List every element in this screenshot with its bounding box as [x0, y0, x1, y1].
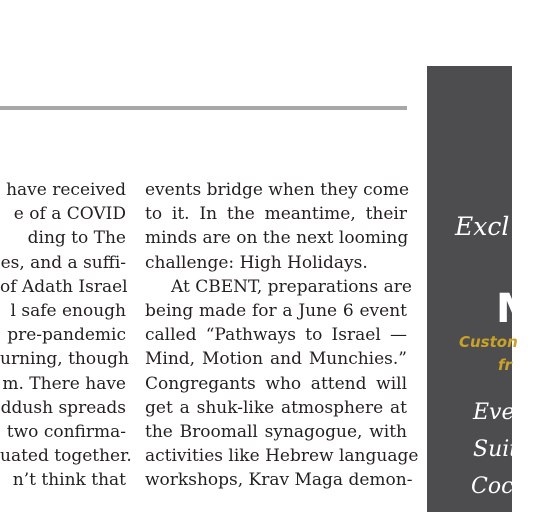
- article-line: of Adath Israel: [0, 276, 128, 297]
- article-line: l safe enough: [10, 300, 126, 321]
- article-line: the Broomall synagogue, with: [145, 421, 407, 442]
- article-line: uated together.: [0, 446, 132, 467]
- article-line: activities like Hebrew language: [145, 446, 419, 467]
- article-column-left: [0, 178, 132, 492]
- ad-headline: Excl: [455, 212, 510, 241]
- article-line: two confirma-: [6, 421, 126, 442]
- advertisement-panel: [427, 66, 536, 512]
- article-line: n’t think that: [12, 470, 126, 491]
- article-line: events bridge when they come: [145, 180, 410, 200]
- article-line: challenge: High Holidays.: [145, 252, 368, 273]
- article-line: to it. In the meantime, their: [145, 204, 407, 225]
- article-line: urning, though: [0, 349, 129, 370]
- ad-item-events: Eve: [473, 400, 515, 425]
- article-line: workshops, Krav Maga demon-: [145, 470, 413, 491]
- article-line: es, and a suffi-: [0, 252, 126, 273]
- article-line: Mind, Motion and Munchies.”: [145, 349, 407, 370]
- article-line: ddush spreads: [0, 397, 126, 418]
- ad-item-cocktails: Cock: [471, 474, 527, 499]
- article-line: e of a COVID: [13, 204, 126, 225]
- article-column-middle: [145, 178, 419, 492]
- article-line: being made for a June 6 event: [145, 300, 407, 321]
- article-paragraph-start: At CBENT, preparations are: [171, 276, 412, 297]
- article-line: get a shuk-like atmosphere at: [145, 397, 407, 418]
- ad-title: M: [496, 286, 536, 332]
- article-line: minds are on the next looming: [145, 228, 409, 249]
- article-line: called “Pathways to Israel —: [145, 325, 407, 346]
- article-line: Congregants who attend will: [145, 373, 407, 394]
- section-divider-rule: [0, 106, 407, 110]
- article-line: m. There have: [2, 373, 126, 394]
- article-line: pre-pandemic: [7, 325, 126, 346]
- ad-tagline: Custon: [459, 333, 518, 351]
- article-line: ding to The: [27, 228, 126, 249]
- article-line: have received: [6, 180, 126, 200]
- ad-item-suites: Suit: [473, 437, 519, 462]
- ad-tagline-2: fr: [498, 356, 512, 374]
